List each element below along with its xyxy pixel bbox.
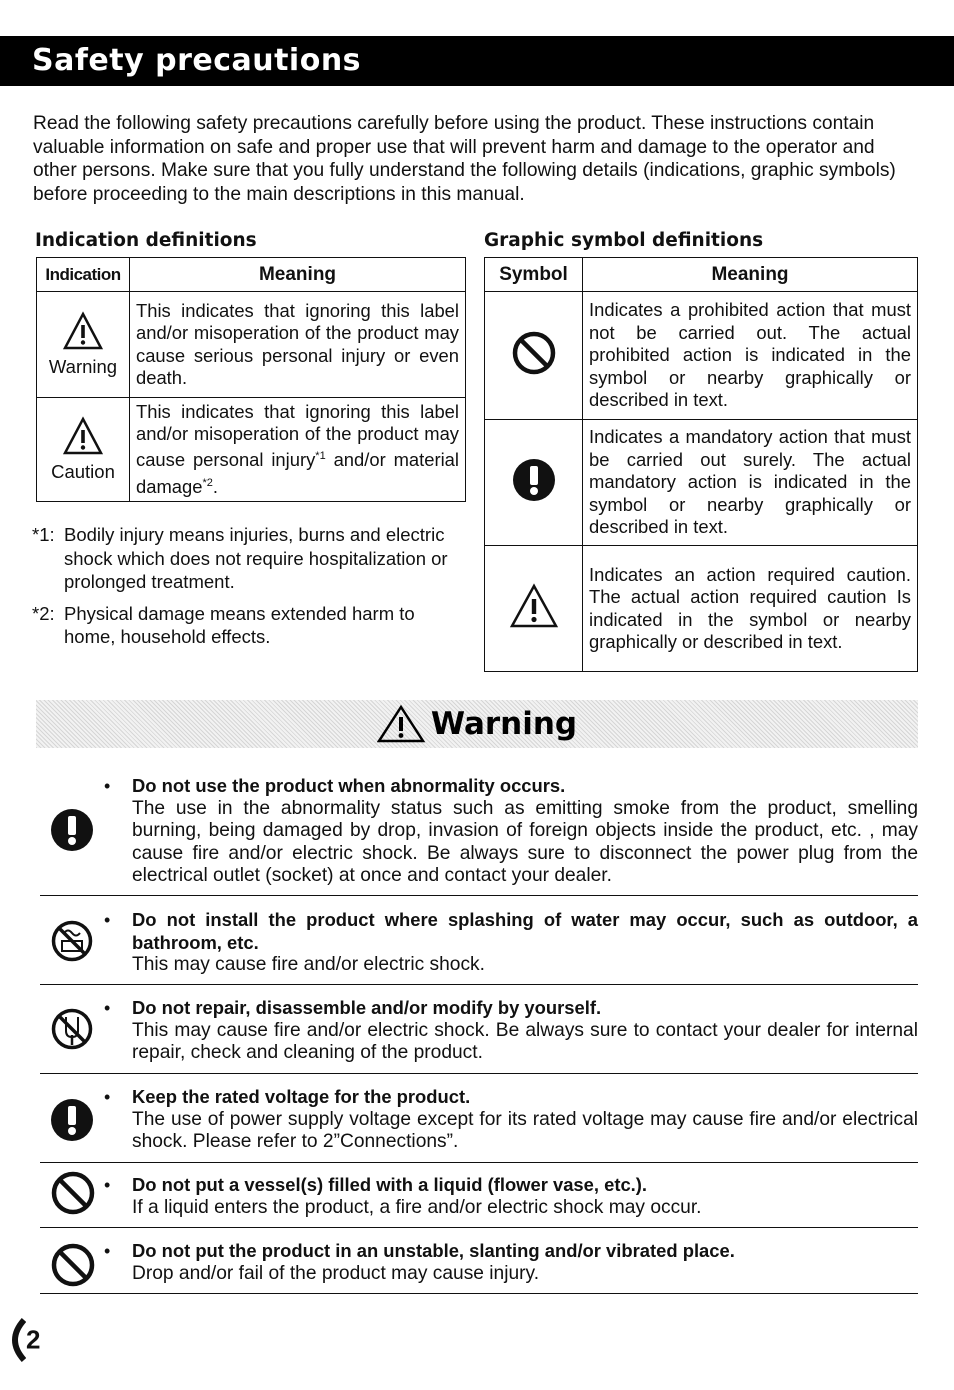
warning-item-text: Drop and/or fail of the product may cause injury. (132, 1262, 540, 1284)
warning-item-text: The use of power supply voltage except for its rated voltage may cause fire and/or electrical shock. Please refer to 2”Connections”. (132, 1108, 918, 1152)
warning-item-title: Keep the rated voltage for the product. (132, 1086, 471, 1107)
mandatory-action-icon (50, 1098, 94, 1142)
bullet: • (104, 1087, 111, 1107)
warning-item-text: The use in the abnormality status such as emitting smoke from the product, smelling burning, being damaged by drop, invasion of foreign objects inside the product, etc. , may cause fire and/or electric shock. Be always sure to disconnect the power plug from the electrical outlet (socket) at once and contact your dealer. (132, 797, 918, 886)
symbol-mandatory-cell (485, 420, 583, 546)
col-indication-header: Indication (37, 258, 130, 292)
warning-item (40, 1174, 918, 1228)
mandatory-action-icon (512, 458, 556, 502)
warning-item-title: Do not put a vessel(s) filled with a liquid (flower vase, etc.). (132, 1174, 648, 1195)
bullet: • (104, 1175, 111, 1195)
warning-item (40, 1240, 918, 1294)
footnote-2: *2: Physical damage means extended harm to home, household effects. (32, 602, 415, 647)
indication-label-warning: Warning (48, 356, 118, 377)
footnote-1: *1: Bodily injury means injuries, burns and electric shock which does not require hospitalization or prolonged treatment. (32, 524, 448, 592)
page-number: 2 (4, 1318, 40, 1362)
indication-definitions-heading: Indication definitions (35, 230, 257, 251)
warning-item-title: Do not put the product in an unstable, slanting and/or vibrated place. (132, 1240, 735, 1261)
caution-triangle-icon (509, 583, 559, 629)
warning-item-title: Do not repair, disassemble and/or modify by yourself. (132, 997, 602, 1018)
graphic-symbol-table (484, 257, 918, 672)
symbol-caution-cell (485, 546, 583, 672)
title-bar (0, 36, 954, 86)
warning-banner (36, 700, 918, 748)
indication-warning-cell (37, 292, 130, 398)
indication-definitions-table (36, 257, 466, 502)
warning-item (40, 1086, 918, 1163)
warning-triangle-icon (63, 416, 103, 456)
symbol-prohibited-cell (485, 292, 583, 420)
warning-item-text: This may cause fire and/or electric shock. (132, 954, 485, 975)
bullet: • (104, 776, 111, 796)
warning-item-title: Do not install the product where splashing of water may occur, such as outdoor, a bathroom, etc. (132, 909, 918, 953)
page-title: Safety precautions (32, 43, 362, 78)
warning-triangle-icon (377, 704, 429, 744)
symbol-caution-text: Indicates an action required caution. The actual action required caution Is indicated in the symbol or nearby graphically or described in text. (583, 546, 918, 672)
indication-caution-text: This indicates that ignoring this label and/or misoperation of the product may cause personal injury$^{*1}$ and/or material damage$^{*2}$. (130, 398, 466, 502)
prohibited-icon (50, 1170, 96, 1216)
indication-caution-cell (37, 398, 130, 502)
bullet: • (104, 910, 111, 930)
prohibited-icon (511, 330, 557, 376)
indication-warning-text: This indicates that ignoring this label and/or misoperation of the product may cause serious personal injury or even death. (130, 292, 466, 398)
no-water-icon (50, 919, 94, 963)
graphic-symbol-definitions-heading: Graphic symbol definitions (484, 230, 764, 251)
intro-paragraph: Read the following safety precautions carefully before using the product. These instructions contain valuable information on safe and proper use that will prevent harm and damage to the operator and other persons. Make sure that you fully understand the following details (indications, graphic symbols) before proceeding to the main descriptions in this manual. (33, 113, 896, 206)
warning-item (40, 909, 918, 985)
prohibited-icon (50, 1242, 96, 1288)
col-symbol-header: Symbol (485, 258, 583, 292)
warning-item (40, 997, 918, 1074)
indication-label-caution: Caution (51, 461, 115, 482)
no-disassembly-icon (50, 1007, 94, 1051)
symbol-prohibited-text: Indicates a prohibited action that must not be carried out. The actual prohibited action is indicated in the symbol or nearby graphically or described in text. (583, 292, 918, 420)
footnotes (32, 523, 467, 657)
warning-banner-label: Warning (430, 706, 578, 742)
warning-item (40, 775, 918, 896)
page-bracket-icon (4, 1318, 26, 1362)
bullet: • (104, 1241, 111, 1261)
symbol-mandatory-text: Indicates a mandatory action that must be carried out surely. The actual mandatory action is indicated in the symbol or nearby graphically or described in text. (583, 420, 918, 546)
warning-item-title: Do not use the product when abnormality occurs. (132, 775, 566, 796)
warning-item-text: If a liquid enters the product, a fire and/or electric shock may occur. (132, 1196, 702, 1218)
col-meaning-header: Meaning (583, 258, 918, 292)
col-meaning-header: Meaning (130, 258, 466, 292)
mandatory-action-icon (50, 808, 94, 852)
bullet: • (104, 998, 111, 1018)
warning-item-text: This may cause fire and/or electric shock. Be always sure to contact your dealer for internal repair, check and cleaning of the product. (132, 1019, 918, 1063)
warning-triangle-icon (63, 311, 103, 351)
